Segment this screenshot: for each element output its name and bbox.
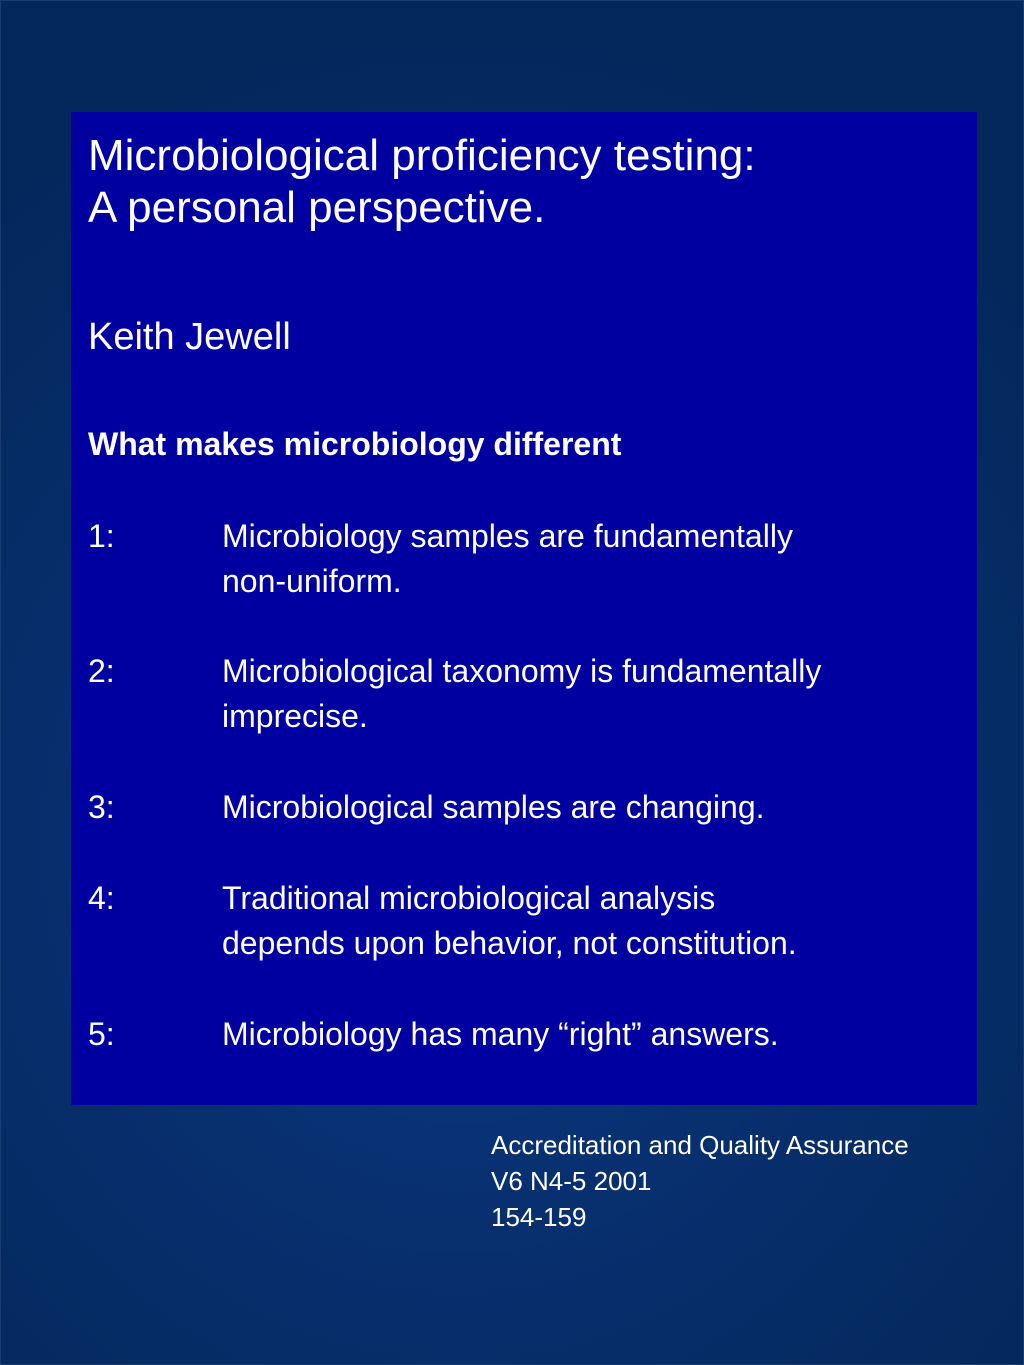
list-item-line: imprecise. — [222, 698, 368, 734]
author-name: Keith Jewell — [88, 316, 291, 358]
list-item-text — [222, 785, 962, 830]
list-item-line: Microbiological samples are changing. — [222, 789, 765, 825]
citation-volume: V6 N4-5 2001 — [491, 1166, 652, 1196]
list-item-text — [222, 876, 962, 966]
list-item-number: 1: — [88, 518, 115, 554]
citation — [491, 1127, 909, 1235]
list-item-text — [222, 1012, 962, 1057]
slide-title — [88, 130, 756, 234]
list-item-line: depends upon behavior, not constitution. — [222, 925, 797, 961]
list-item-line: non-uniform. — [222, 563, 402, 599]
list-item-line: Microbiology samples are fundamentally — [222, 518, 793, 554]
list-item-number: 5: — [88, 1016, 115, 1052]
section-heading: What makes microbiology different — [88, 426, 622, 462]
list-item-text — [222, 514, 962, 604]
list-item-line: Microbiological taxonomy is fundamentally — [222, 653, 822, 689]
list-item-text — [222, 649, 962, 739]
list-item-line: Microbiology has many “right” answers. — [222, 1016, 779, 1052]
citation-journal: Accreditation and Quality Assurance — [491, 1130, 909, 1160]
list-item-number: 2: — [88, 653, 115, 689]
citation-pages: 154-159 — [491, 1202, 587, 1232]
list-item-number: 4: — [88, 880, 115, 916]
title-line-2: A personal perspective. — [88, 183, 546, 232]
title-line-1: Microbiological proficiency testing: — [88, 131, 756, 180]
list-item-line: Traditional microbiological analysis — [222, 880, 716, 916]
content-box — [71, 112, 977, 1105]
list-item-number: 3: — [88, 789, 115, 825]
